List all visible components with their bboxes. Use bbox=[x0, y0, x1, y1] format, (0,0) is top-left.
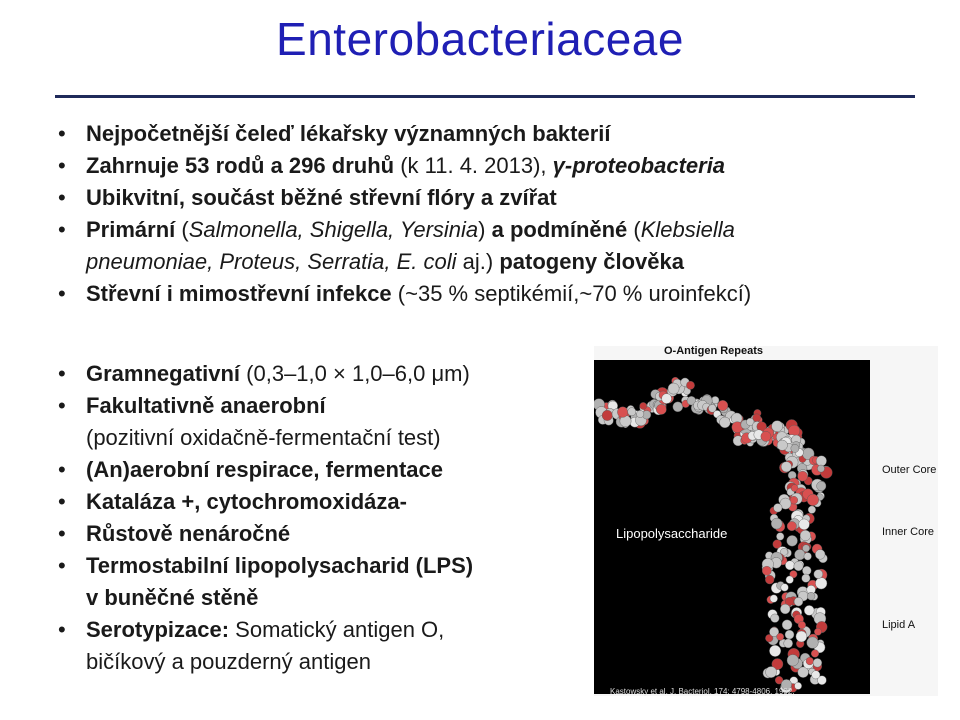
atom-sphere bbox=[808, 506, 816, 514]
atom-sphere bbox=[807, 637, 819, 649]
atom-sphere bbox=[774, 504, 783, 513]
atom-sphere bbox=[662, 394, 672, 404]
bullet-item bbox=[58, 518, 578, 550]
atom-sphere bbox=[628, 408, 636, 416]
atom-sphere bbox=[795, 682, 802, 689]
atom-sphere bbox=[776, 533, 784, 541]
bullet-text-segment: Nejpočetnější čeleď lékařsky významných bakterií bbox=[86, 121, 611, 146]
atom-sphere bbox=[813, 658, 822, 667]
atom-sphere bbox=[787, 521, 796, 530]
atom-sphere bbox=[640, 402, 647, 409]
lps-molecule-figure bbox=[594, 346, 938, 696]
figure-label-o-antigen: O-Antigen Repeats bbox=[664, 346, 764, 357]
atom-sphere bbox=[811, 650, 819, 658]
bullet-item bbox=[58, 454, 578, 486]
atom-sphere bbox=[765, 575, 774, 584]
title-divider bbox=[55, 95, 915, 98]
figure-label-lipid-a: Lipid A bbox=[882, 619, 916, 631]
atom-sphere bbox=[814, 570, 823, 579]
bullet-text-segment: aj. bbox=[456, 249, 486, 274]
atom-sphere bbox=[807, 592, 815, 600]
atom-sphere bbox=[804, 605, 814, 615]
bullet-text-segment: Zahrnuje 53 rodů a 296 druhů bbox=[86, 153, 395, 178]
atom-sphere bbox=[787, 535, 798, 546]
atom-sphere bbox=[780, 604, 790, 614]
bullet-text-segment: Gramnegativní bbox=[86, 361, 241, 386]
bullet-text-segment: (pozitivní oxidačně-fermentační test) bbox=[86, 425, 441, 450]
atom-sphere bbox=[771, 518, 782, 529]
bullet-text-segment: v buněčné stěně bbox=[86, 585, 259, 610]
bullet-text-segment: Růstově nenáročné bbox=[86, 521, 291, 546]
atom-sphere bbox=[769, 645, 780, 656]
atom-sphere bbox=[777, 633, 784, 640]
atom-sphere bbox=[791, 444, 799, 452]
bullet-text-segment: ( bbox=[627, 217, 641, 242]
bullet-text-segment: ( bbox=[175, 217, 189, 242]
bullet-text-segment: Střevní i mimostřevní infekce bbox=[86, 281, 392, 306]
atom-sphere bbox=[781, 584, 789, 592]
atom-sphere bbox=[816, 456, 826, 466]
bullet-item bbox=[58, 390, 578, 454]
atom-sphere bbox=[771, 614, 780, 623]
atom-sphere bbox=[803, 545, 810, 552]
bullet-continuation bbox=[86, 582, 578, 614]
atom-sphere bbox=[782, 620, 792, 630]
atom-sphere bbox=[817, 481, 826, 490]
bullet-item bbox=[58, 278, 918, 310]
atom-sphere bbox=[794, 597, 803, 606]
atom-sphere bbox=[770, 595, 778, 603]
bullet-text-segment: (~35 % septikémií,~70 % uroinfekcí) bbox=[391, 281, 752, 306]
atom-sphere bbox=[794, 561, 803, 570]
atom-sphere bbox=[668, 383, 679, 394]
atom-sphere bbox=[798, 471, 808, 481]
bullet-text-segment: (0,3–1,0 × 1,0–6,0 μm) bbox=[240, 361, 470, 386]
bullet-text-segment: ) bbox=[485, 249, 500, 274]
atom-sphere bbox=[761, 431, 771, 441]
atom-sphere bbox=[804, 553, 812, 561]
bullet-text-segment: Fakultativně anaerobní bbox=[86, 393, 326, 418]
bullet-text-segment: Serotypizace: bbox=[86, 617, 230, 642]
atom-sphere bbox=[602, 410, 612, 420]
bullet-text-segment: bičíkový a pouzderný antigen bbox=[86, 649, 371, 674]
atom-sphere bbox=[807, 494, 819, 506]
bullet-text-segment: Termostabilní lipopolysacharid (LPS) bbox=[86, 553, 474, 578]
bullet-text-segment: γ-proteobacteria bbox=[552, 153, 726, 178]
bullet-text-segment: Primární bbox=[86, 217, 176, 242]
atom-sphere bbox=[799, 519, 810, 530]
bullet-text-segment: Ubikvitní, součást běžné střevní flóry a zvířat bbox=[86, 185, 557, 210]
bullet-text-segment: Salmonella, Shigella, Yersinia bbox=[188, 217, 479, 242]
bullet-text-segment: pneumoniae, Proteus, Serratia, E. coli bbox=[86, 249, 457, 274]
atom-sphere bbox=[796, 631, 807, 642]
bullet-item bbox=[58, 358, 578, 390]
atom-sphere bbox=[802, 574, 810, 582]
atom-sphere bbox=[686, 381, 694, 389]
bullet-continuation bbox=[86, 422, 578, 454]
slide-title: Enterobacteriaceae bbox=[276, 13, 684, 65]
atom-sphere bbox=[800, 530, 811, 541]
bullet-item bbox=[58, 550, 578, 614]
atom-sphere bbox=[798, 621, 806, 629]
atom-sphere bbox=[802, 566, 811, 575]
atom-sphere bbox=[812, 671, 820, 679]
atom-sphere bbox=[781, 462, 791, 472]
atom-sphere bbox=[718, 400, 728, 410]
figure-label-outer-core: Outer Core bbox=[882, 464, 937, 476]
atom-sphere bbox=[673, 402, 683, 412]
figure-citation: Kastowsky et al. J. Bacteriol. 174: 4798-4806. 1992. bbox=[610, 687, 795, 696]
atom-sphere bbox=[777, 440, 787, 450]
bullet-text-segment: Klebsiella bbox=[640, 217, 735, 242]
bullet-item bbox=[58, 486, 578, 518]
atom-sphere bbox=[617, 407, 628, 418]
atom-sphere bbox=[656, 404, 666, 414]
bullet-item bbox=[58, 614, 578, 678]
atom-sphere bbox=[720, 417, 731, 428]
bullet-item bbox=[58, 150, 918, 182]
bullet-text-segment: a podmíněné bbox=[491, 217, 628, 242]
bottom-bullet-list bbox=[58, 358, 578, 678]
atom-sphere bbox=[815, 578, 827, 590]
bullet-text-segment: Kataláza +, cytochromoxidáza- bbox=[86, 489, 407, 514]
atom-sphere bbox=[806, 657, 814, 665]
bullet-item bbox=[58, 118, 918, 150]
atom-sphere bbox=[784, 639, 793, 648]
bullet-text-segment: (k 11. 4. 2013), bbox=[394, 153, 553, 178]
atom-sphere bbox=[785, 630, 794, 639]
atom-sphere bbox=[817, 465, 824, 472]
atom-sphere bbox=[786, 576, 794, 584]
atom-sphere bbox=[772, 421, 783, 432]
figure-background bbox=[594, 360, 870, 694]
atom-sphere bbox=[637, 410, 644, 417]
atom-sphere bbox=[766, 667, 777, 678]
atom-sphere bbox=[815, 550, 825, 560]
figure-label-lps: Lipopolysaccharide bbox=[616, 526, 728, 541]
atom-sphere bbox=[814, 628, 821, 635]
figure-label-inner-core: Inner Core bbox=[882, 526, 934, 538]
atom-sphere bbox=[787, 655, 799, 667]
bullet-text-segment: ) bbox=[478, 217, 492, 242]
bullet-continuation bbox=[86, 246, 918, 278]
bullet-text-segment: patogeny člověka bbox=[499, 249, 684, 274]
bullet-item bbox=[58, 182, 918, 214]
atom-sphere bbox=[762, 566, 771, 575]
bullet-text-segment: (An)aerobní respirace, fermentace bbox=[86, 457, 444, 482]
bullet-continuation bbox=[86, 646, 578, 678]
bullet-text-segment: Somatický antigen O, bbox=[229, 617, 445, 642]
top-bullet-list bbox=[58, 118, 918, 310]
atom-sphere bbox=[785, 561, 794, 570]
bullet-item bbox=[58, 214, 918, 278]
